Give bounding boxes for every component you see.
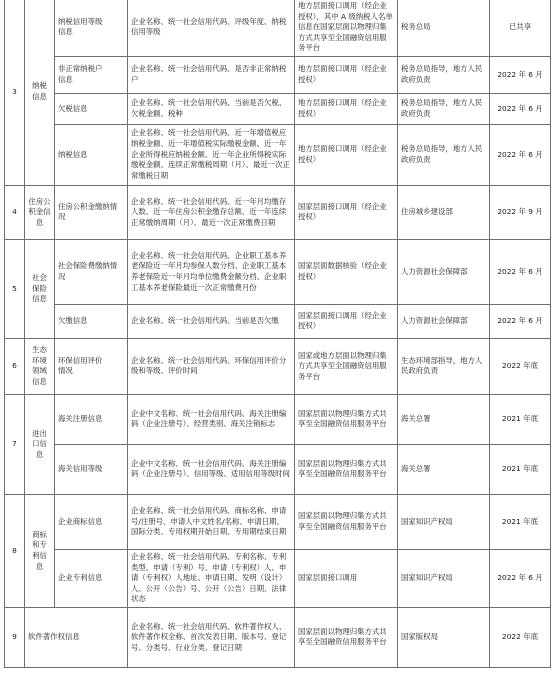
item-cell: 欠缴信息 [55, 304, 128, 338]
method-cell: 地方层面接口调用（经企业授权），其中 A 级纳税人名单信息在国家层面以物理归集方式共享至全国融资信用服务平台 [295, 0, 398, 56]
department-cell: 人力资源社会保障部 [398, 304, 490, 338]
department-cell: 国家知识产权局 [398, 494, 490, 549]
content-cell: 企业名称、统一社会信用代码、软件著作权人、软件著作权全称、首次发表日期、版本号、登记号、分类号、行业分类、登记日期 [128, 607, 295, 667]
time-cell: 2022 年 6 月 [490, 239, 551, 304]
category-cell: 进出 口信 息 [25, 394, 55, 494]
department-cell: 税务总局指导，地方人民政府负责 [398, 124, 490, 185]
item-cell: 企业商标信息 [55, 494, 128, 549]
department-cell: 税务总局指导，地方人民政府负责 [398, 93, 490, 124]
time-cell: 2021 年底 [490, 494, 551, 549]
content-cell: 企业名称、统一社会信用代码、是否非正常纳税户 [128, 56, 295, 93]
time-cell: 2021 年底 [490, 444, 551, 494]
method-cell: 国家层面接口调用 [295, 549, 398, 607]
item-cell: 住房公积金缴纳情况 [55, 185, 128, 239]
row-number: 4 [5, 185, 25, 239]
department-cell: 税务总局指导，地方人民政府负责 [398, 56, 490, 93]
content-cell: 企业名称、统一社会信用代码、专利名称、专利类型、申请（专利）号、申请（专利权）人、申请（专利权）人地址、申请日期、发明（设计）人、公开（公告）号、公开（公告）日期、法律状态 [128, 549, 295, 607]
row-number: 6 [5, 338, 25, 394]
table-row [5, 444, 551, 494]
time-cell: 2022 年 6 月 [490, 304, 551, 338]
content-cell: 企业名称、统一社会信用代码、企业职工基本养老保险近一年月均参保人数分档、企业职工基本养老保险近一年月均单位缴费金额分档、企业职工基本养老保险最近一次正常缴费月份 [128, 239, 295, 304]
row-number: 9 [5, 607, 25, 667]
table-row [5, 239, 551, 304]
method-cell: 国家层面以物理归集方式共享至全国融资信用服务平台 [295, 394, 398, 444]
category-cell: 社会 保险 信息 [25, 239, 55, 338]
table-row [5, 93, 551, 124]
content-cell: 企业名称、统一社会信用代码、当前是否欠税、欠税金额、税种 [128, 93, 295, 124]
row-number: 3 [5, 0, 25, 185]
method-cell: 国家层面以物理归集方式共享至全国融资信用服务平台 [295, 444, 398, 494]
method-cell: 国家或地方层面以物理归集方式共享至全国融资信用服务平台 [295, 338, 398, 394]
method-cell: 国家层面以物理归集方式共享至全国融资信用服务平台 [295, 607, 398, 667]
department-cell: 海关总署 [398, 394, 490, 444]
item-cell: 企业专利信息 [55, 549, 128, 607]
table-row [5, 338, 551, 394]
method-cell: 地方层面接口调用（经企业授权） [295, 93, 398, 124]
method-cell: 国家层面接口调用（经企业授权） [295, 185, 398, 239]
row-number: 5 [5, 239, 25, 338]
time-cell: 2022 年 6 月 [490, 56, 551, 93]
table-row [5, 56, 551, 93]
content-cell: 企业名称、统一社会信用代码、近一年增值税应纳税金额、近一年增值税实际缴税金额、近一年企业所得税应纳税金额、近一年企业所得税实际缴税金额、连续正常缴税周期（月）、最近一次正常缴税日期 [128, 124, 295, 185]
content-cell: 企业名称、统一社会信用代码、近一年月均缴存人数、近一年住房公积金缴存总额、近一年连续正常缴纳周期（月）、最近一次正常缴费日期 [128, 185, 295, 239]
time-cell: 2021 年底 [490, 394, 551, 444]
category-cell: 软件著作权信息 [25, 607, 128, 667]
method-cell: 地方层面接口调用（经企业授权） [295, 124, 398, 185]
item-cell: 欠税信息 [55, 93, 128, 124]
item-cell: 纳税信息 [55, 124, 128, 185]
row-number: 7 [5, 394, 25, 494]
category-cell: 住房公积金信息 [25, 185, 55, 239]
credit-info-table [4, 0, 551, 668]
department-cell: 税务总局 [398, 0, 490, 56]
department-cell: 生态环境部指导，地方人民政府负责 [398, 338, 490, 394]
method-cell: 国家层面接口调用（经企业授权） [295, 304, 398, 338]
table-row [5, 394, 551, 444]
table-row [5, 304, 551, 338]
department-cell: 国家版权局 [398, 607, 490, 667]
method-cell: 国家层面数据核验（经企业授权） [295, 239, 398, 304]
category-cell: 生态 环境 领域 信息 [25, 338, 55, 394]
item-cell: 非正常纳税户 信息 [55, 56, 128, 93]
department-cell: 海关总署 [398, 444, 490, 494]
time-cell: 2022 年 6 月 [490, 93, 551, 124]
content-cell: 企业名称、统一社会信用代码、商标名称、申请号/注册号、申请人中文姓名/名称、申请日期、国际分类、专用权期开始日期、专用期结束日期 [128, 494, 295, 549]
content-cell: 企业名称、统一社会信用代码、环保信用评价分级和等级、评价时间 [128, 338, 295, 394]
table-row [5, 549, 551, 607]
item-cell: 海关注册信息 [55, 394, 128, 444]
table-row [5, 494, 551, 549]
category-cell: 商标 和专 利信 息 [25, 494, 55, 607]
table-row [5, 0, 551, 56]
time-cell: 2022 年 6 月 [490, 124, 551, 185]
content-cell: 企业中文名称、统一社会信用代码、海关注册编码（企业注册号）、信用等级、适用信用等级时间 [128, 444, 295, 494]
content-cell: 企业名称、统一社会信用代码、当前是否欠缴 [128, 304, 295, 338]
method-cell: 地方层面接口调用（经企业授权） [295, 56, 398, 93]
item-cell: 环保信用评价 情况 [55, 338, 128, 394]
table-row [5, 185, 551, 239]
category-cell: 纳税 信息 [25, 0, 55, 185]
time-cell: 2022 年 6 月 [490, 549, 551, 607]
row-number: 8 [5, 494, 25, 607]
content-cell: 企业名称、统一社会信用代码、评级年度、纳税信用等级 [128, 0, 295, 56]
table-row [5, 124, 551, 185]
time-cell: 已共享 [490, 0, 551, 56]
time-cell: 2022 年 9 月 [490, 185, 551, 239]
item-cell: 社会保险费缴纳情况 [55, 239, 128, 304]
time-cell: 2022 年底 [490, 607, 551, 667]
department-cell: 国家知识产权局 [398, 549, 490, 607]
department-cell: 人力资源社会保障部 [398, 239, 490, 304]
item-cell: 海关信用等级 [55, 444, 128, 494]
content-cell: 企业中文名称、统一社会信用代码、海关注册编码（企业注册号）、经营类别、海关注销标志 [128, 394, 295, 444]
method-cell: 国家层面以物理归集方式共享至全国融资信用服务平台 [295, 494, 398, 549]
time-cell: 2022 年底 [490, 338, 551, 394]
department-cell: 住房城乡建设部 [398, 185, 490, 239]
item-cell: 纳税信用等级 信息 [55, 0, 128, 56]
table-row [5, 607, 551, 667]
